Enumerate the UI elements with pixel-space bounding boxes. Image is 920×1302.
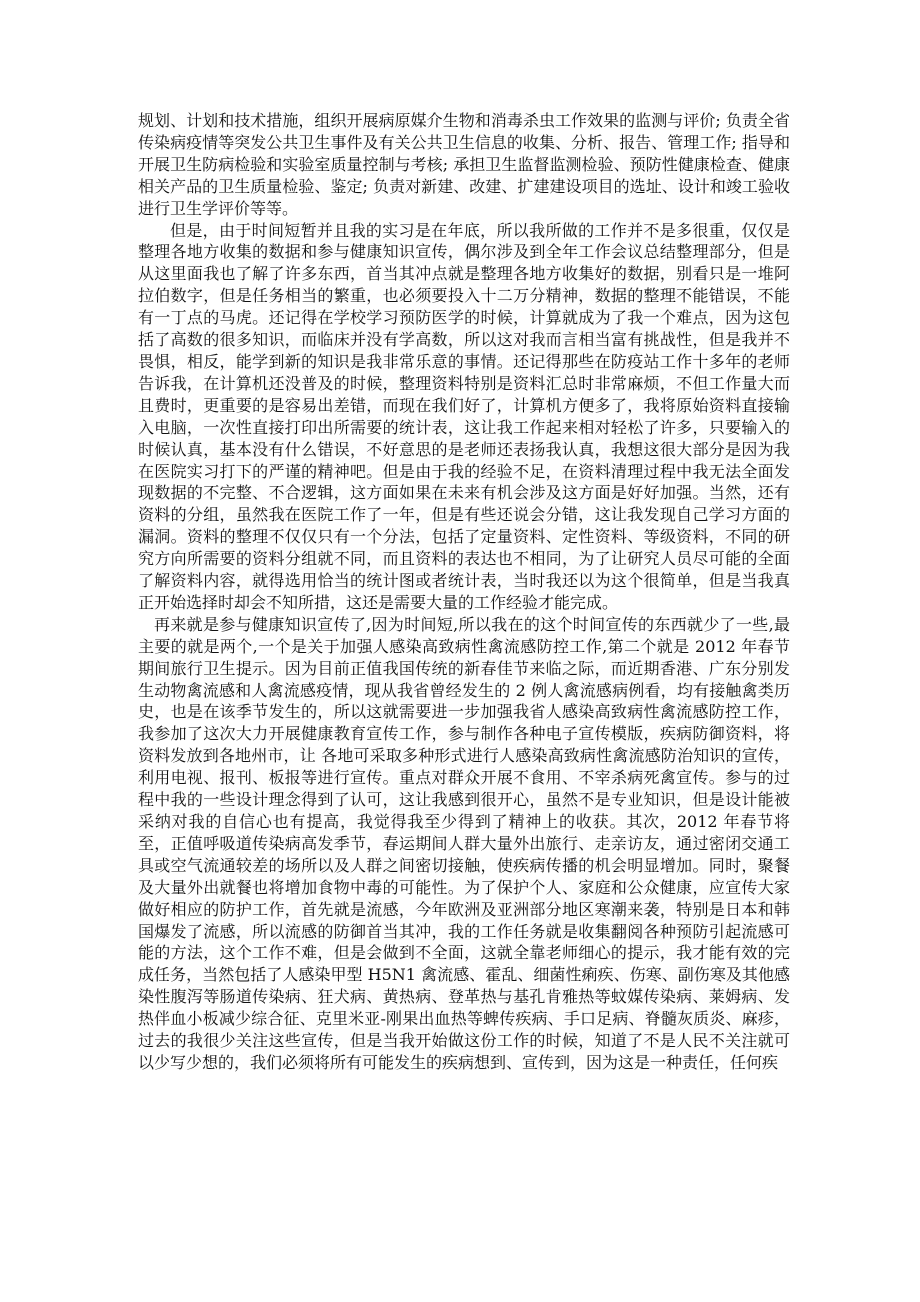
paragraph-3: 再来就是参与健康知识宣传了,因为时间短,所以我在的这个时间宣传的东西就少了一些,最主要的就是两个,一个是关于加强人感染高致病性禽流感防控工作,第二个就是 2012 年春节期间旅行卫生提示。因为目前正值我国传统的新春佳节来临之际，而近期香港、广东分别发生动物禽流感和人禽流感疫情，现从我省曾经发生的 2 例人禽流感病例看，均有接触禽类历史，也是在该季节发生的，所以这就需要进一步加强我省人感染高致病性禽流感防控工作，我参加了这次大力开展健康教育宣传工作，参与制作各种电子宣传模版，疾病防御资料，将资料发放到各地州市，让 各地可采取多种形式进行人感染高致病性禽流感防治知识的宣传，利用电视、报刊、板报等进行宣传。重点对群众开展不食用、不宰杀病死禽宣传。参与的过程中我的一些设计理念得到了认可，这让我感到很开心，虽然不是专业知识，但是设计能被采纳对我的自信心也有提高，我觉得我至少得到了精神上的收获。其次，2012 年春节将至，正值呼吸道传染病高发季节，春运期间人群大量外出旅行、走亲访友，通过密闭交通工具或空气流通较差的场所以及人群之间密切接触，使疾病传播的机会明显增加。同时，聚餐及大量外出就餐也将增加食物中毒的可能性。为了保护个人、家庭和公众健康，应宣传大家做好相应的防护工作，首先就是流感，今年欧洲及亚洲部分地区寒潮来袭，特别是日本和韩国爆发了流感，所以流感的防御首当其冲，我的工作任务就是收集翻阅各种预防引起流感可能的方法，这个工作不难，但是会做到不全面，这就全靠老师细心的提示，我才能有效的完成任务，当然包括了人感染甲型 H5N1 禽流感、霍乱、细菌性痢疾、伤寒、副伤寒及其他感染性腹泻等肠道传染病、狂犬病、黄热病、登革热与基孔肯雅热等蚊媒传染病、莱姆病、发热伴血小板减少综合征、克里米亚-刚果出血热等蜱传疾病、手口足病、脊髓灰质炎、麻疹，过去的我很少关注这些宣传，但是当我开始做这份工作的时候，知道了不是人民不关注就可以少写少想的，我们必须将所有可能发生的疾病想到、宣传到，因为这是一种责任，任何疾 bbox=[138, 614, 790, 1072]
paragraph-2: 但是，由于时间短暂并且我的实习是在年底，所以我所做的工作并不是多很重，仅仅是整理各地方收集的数据和参与健康知识宣传，偶尔涉及到全年工作会议总结整理部分，但是从这里面我也了解了许多东西，首当其冲点就是整理各地方收集好的数据，别看只是一堆阿拉伯数字，但是任务相当的繁重，也必须要投入十二万分精神，数据的整理不能错误，不能有一丁点的马虎。还记得在学校学习预防医学的时候，计算就成为了我一个难点，因为这包括了高数的很多知识，而临床并没有学高数，所以这对我而言相当富有挑战性，但是我并不畏惧，相反，能学到新的知识是我非常乐意的事情。还记得那些在防疫站工作十多年的老师告诉我，在计算机还没普及的时候，整理资料特别是资料汇总时非常麻烦，不但工作量大而且费时，更重要的是容易出差错，而现在我们好了，计算机方便多了，我将原始资料直接输入电脑，一次性直接打印出所需要的统计表，这让我工作起来相对轻松了许多，只要输入的时候认真，基本没有什么错误，不好意思的是老师还表扬我认真，我想这很大部分是因为我在医院实习打下的严谨的精神吧。但是由于我的经验不足，在资料清理过程中我无法全面发现数据的不完整、不合逻辑，这方面如果在未来有机会涉及这方面是好好加强。当然，还有资料的分组，虽然我在医院工作了一年，但是有些还说会分错，这让我发现自己学习方面的漏洞。资料的整理不仅仅只有一个分法，包括了定量资料、定性资料、等级资料，不同的研究方向所需要的资料分组就不同，而且资料的表达也不相同，为了让研究人员尽可能的全面了解资料内容，就得选用恰当的统计图或者统计表，当时我还以为这个很简单，但是当我真正开始选择时却会不知所措，这还是需要大量的工作经验才能完成。 bbox=[138, 220, 790, 612]
document-body bbox=[138, 110, 790, 1074]
paragraph-1: 规划、计划和技术措施，组织开展病原媒介生物和消毒杀虫工作效果的监测与评价; 负责全省传染病疫情等突发公共卫生事件及有关公共卫生信息的收集、分析、报告、管理工作; 指导和开展卫生防病检验和实验室质量控制与考核; 承担卫生监督监测检验、预防性健康检查、健康相关产品的卫生质量检验、鉴定; 负责对新建、改建、扩建建设项目的选址、设计和竣工验收进行卫生学评价等等。 bbox=[138, 111, 790, 218]
